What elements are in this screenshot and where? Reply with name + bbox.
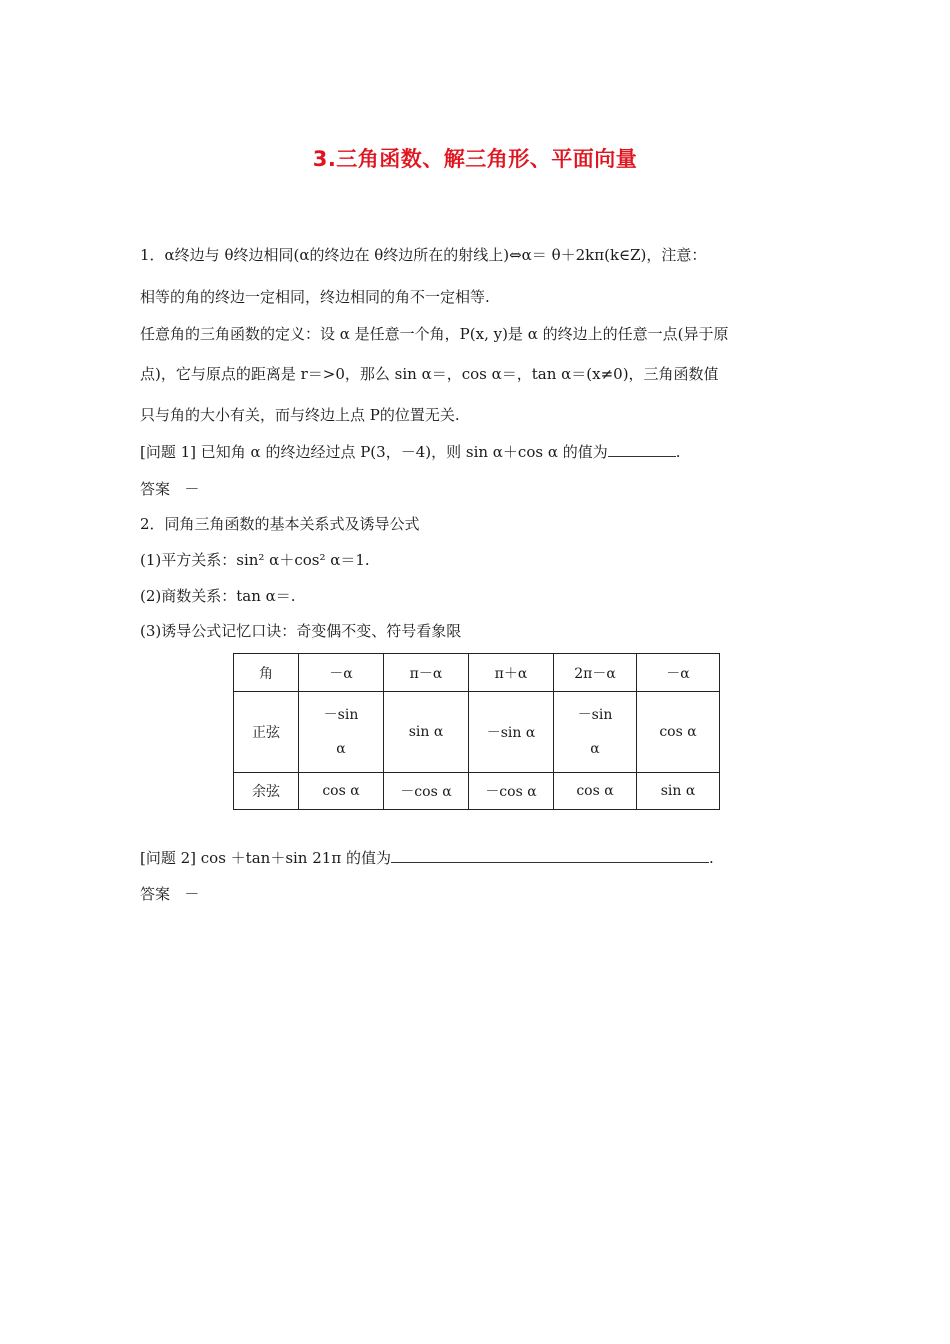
point1-line1: 1．α终边与 θ终边相同(α的终边在 θ终边所在的射线上)⇔α＝ θ＋2kπ(k∈Z)，注意： (140, 246, 707, 264)
sine-cell-bottom: α (590, 741, 600, 757)
answer-2-value: － (184, 885, 200, 903)
cosine-row-label: 余弦 (234, 773, 299, 810)
induction-formula-table (233, 653, 720, 810)
point1-line2: 相等的角的终边一定相同，终边相同的角不一定相等. (140, 288, 490, 306)
section-2-item-3: (3)诱导公式记忆口诀：奇变偶不变、符号看象限 (140, 622, 462, 640)
section-2-item-1: (1)平方关系：sin² α＋cos² α＝1. (140, 551, 370, 569)
answer-2 (140, 884, 199, 904)
section-2-item-2: (2)商数关系：tan α＝. (140, 587, 296, 605)
question-1 (140, 442, 681, 462)
point1-line3: 任意角的三角函数的定义：设 α 是任意一个角，P(x, y)是 α 的终边上的任意一点(异于原 (140, 325, 729, 343)
cosine-cell: －cos α (384, 773, 469, 810)
answer-1-label: 答案 (140, 480, 171, 498)
answer-1-value: － (184, 480, 200, 498)
point1-line5: 只与角的大小有关，而与终边上点 P的位置无关. (140, 406, 460, 424)
question-2-text: [问题 2] cos ＋tan＋sin 21π 的值为 (140, 849, 391, 867)
question-1-text: [问题 1] 已知角 α 的终边经过点 P(3，－4)，则 sin α＋cos α 的值为 (140, 443, 608, 461)
sine-cell: cos α (637, 692, 720, 773)
answer-blank-2 (391, 848, 709, 863)
table-row-cosine (234, 773, 720, 810)
table-row-sine (234, 692, 720, 773)
table-header-cell: －α (637, 654, 720, 692)
cosine-cell: sin α (637, 773, 720, 810)
sine-cell (299, 692, 384, 773)
sine-cell (554, 692, 637, 773)
table-header-cell: －α (299, 654, 384, 692)
cosine-cell: cos α (554, 773, 637, 810)
answer-1 (140, 479, 199, 499)
question-1-end: . (675, 443, 681, 461)
question-2-end: . (708, 849, 714, 867)
cosine-cell: －cos α (469, 773, 554, 810)
sine-cell-top: －sin (577, 707, 613, 723)
answer-2-label: 答案 (140, 885, 171, 903)
question-2 (140, 848, 714, 868)
page-title: 3.三角函数、解三角形、平面向量 (312, 147, 638, 171)
table-header-cell: 2π－α (554, 654, 637, 692)
answer-blank-1 (608, 442, 676, 457)
table-header-row (234, 654, 720, 692)
table-header-cell: 角 (234, 654, 299, 692)
sine-cell-top: －sin (323, 707, 359, 723)
section-2-heading: 2．同角三角函数的基本关系式及诱导公式 (140, 515, 420, 533)
table-header-cell: π－α (384, 654, 469, 692)
sine-cell-bottom: α (336, 741, 346, 757)
sine-cell: sin α (384, 692, 469, 773)
sine-row-label: 正弦 (234, 692, 299, 773)
cosine-cell: cos α (299, 773, 384, 810)
point1-line4: 点)，它与原点的距离是 r＝>0，那么 sin α＝，cos α＝，tan α＝(x≠0)，三角函数值 (140, 365, 719, 383)
table-header-cell: π＋α (469, 654, 554, 692)
sine-cell: －sin α (469, 692, 554, 773)
